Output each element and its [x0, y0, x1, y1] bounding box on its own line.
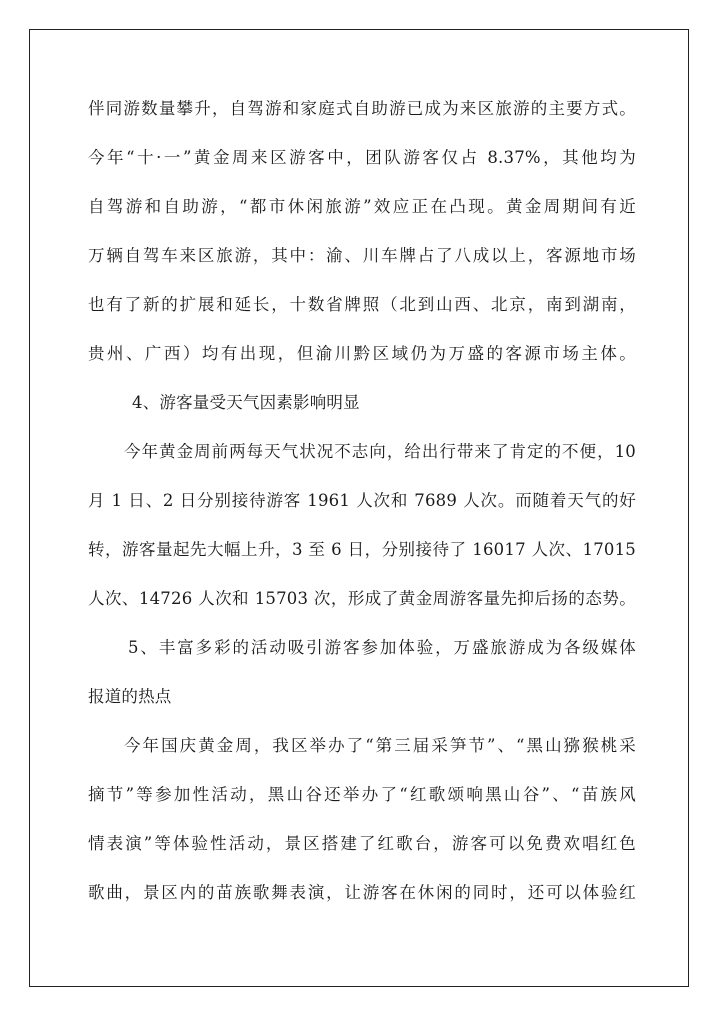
text-line: 贵州、广西）均有出现，但渝川黔区域仍为万盛的客源市场主体。 — [88, 344, 636, 363]
text-line: 转，游客量起先大幅上升，3 至 6 日，分别接待了 16017 人次、17015 — [88, 540, 636, 559]
text-line: 伴同游数量攀升，自驾游和家庭式自助游已成为来区旅游的主要方式。 — [88, 99, 636, 118]
text-line: 月 1 日、2 日分别接待游客 1961 人次和 7689 人次。而随着天气的好 — [88, 491, 636, 510]
text-line: 也有了新的扩展和延长，十数省牌照（北到山西、北京，南到湖南， — [88, 295, 636, 314]
text-line: 人次、14726 人次和 15703 次，形成了黄金周游客量先抑后扬的态势。 — [88, 589, 636, 608]
text-line: 歌曲，景区内的苗族歌舞表演，让游客在休闲的同时，还可以体验红 — [88, 883, 636, 902]
text-line: 万辆自驾车来区旅游，其中：渝、川车牌占了八成以上，客源地市场 — [88, 246, 636, 265]
text-line: 自驾游和自助游，“都市休闲旅游”效应正在凸现。黄金周期间有近 — [88, 197, 636, 216]
section-heading-continuation: 报道的热点 — [88, 687, 172, 706]
section-heading: 4、游客量受天气因素影响明显 — [132, 393, 360, 412]
text-line: 今年黄金周前两每天气状况不志向，给出行带来了肯定的不便，10 — [124, 442, 636, 461]
document-body — [88, 91, 636, 924]
text-line: 今年“十·一”黄金周来区游客中，团队游客仅占 8.37%，其他均为 — [88, 148, 636, 167]
text-line: 摘节”等参加性活动，黑山谷还举办了“红歌颂响黑山谷”、“苗族风 — [88, 785, 636, 804]
text-line: 情表演”等体验性活动，景区搭建了红歌台，游客可以免费欢唱红色 — [88, 834, 636, 853]
section-heading: 5、丰富多彩的活动吸引游客参加体验，万盛旅游成为各级媒体 — [128, 638, 636, 657]
text-line: 今年国庆黄金周，我区举办了“第三届采笋节”、“黑山猕猴桃采 — [124, 736, 636, 755]
